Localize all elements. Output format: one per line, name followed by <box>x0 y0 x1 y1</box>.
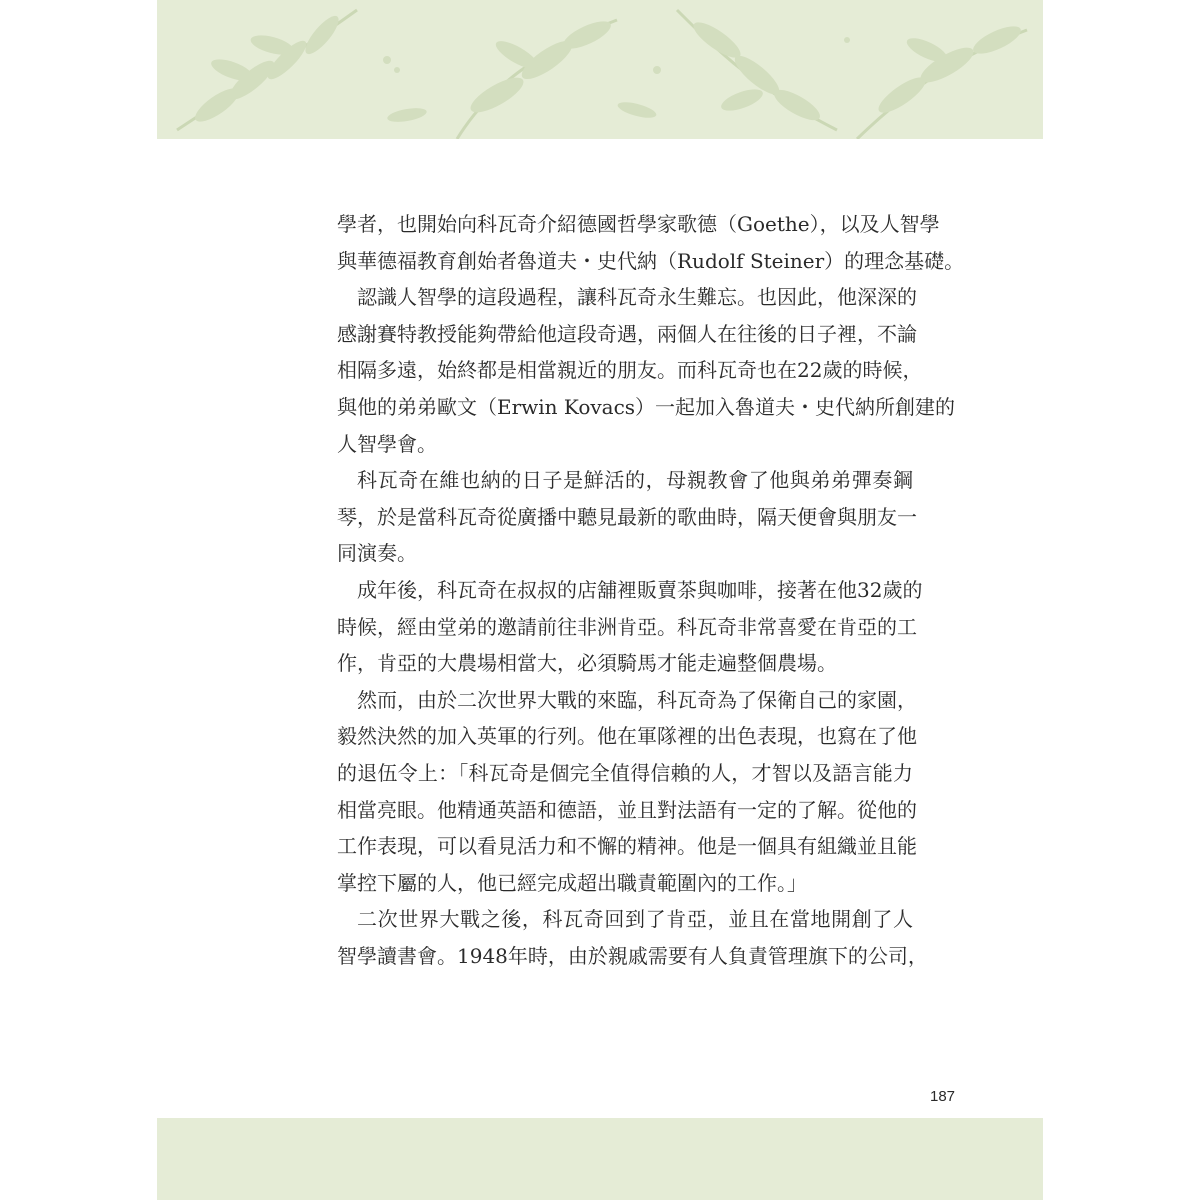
text-line: 認識人智學的這段過程，讓科瓦奇永生難忘。也因此，他深深的 <box>357 285 917 310</box>
text-line: 智學讀書會。1948年時，由於親戚需要有人負責管理旗下的公司， <box>337 943 928 968</box>
text-line: 工作表現，可以看見活力和不懈的精神。他是一個具有組織並且能 <box>337 834 917 859</box>
text-line: 學者，也開始向科瓦奇介紹德國哲學家歌德（Goethe），以及人智學 <box>337 212 940 236</box>
text-line: 與他的弟弟歐文（Erwin Kovacs）一起加入魯道夫・史代納所創建的 <box>337 394 956 419</box>
text-line: 感謝賽特教授能夠帶給他這段奇遇，兩個人在往後的日子裡，不論 <box>337 321 917 346</box>
text-line: 然而，由於二次世界大戰的來臨，科瓦奇為了保衛自己的家園， <box>357 687 917 712</box>
text-line: 相當亮眼。他精通英語和德語，並且對法語有一定的了解。從他的 <box>337 797 917 822</box>
header-leaf-banner <box>157 0 1043 139</box>
text-line: 同演奏。 <box>337 541 417 566</box>
leaf-pattern-icon <box>157 0 1043 139</box>
page-number: 187 <box>930 1088 956 1105</box>
body-text <box>337 206 965 974</box>
text-line: 毅然決然的加入英軍的行列。他在軍隊裡的出色表現，也寫在了他 <box>337 724 917 749</box>
text-line: 科瓦奇在維也納的日子是鮮活的，母親教會了他與弟弟彈奏鋼 <box>357 468 913 493</box>
text-line: 二次世界大戰之後，科瓦奇回到了肯亞，並且在當地開創了人 <box>357 907 913 932</box>
text-line: 掌控下屬的人，他已經完成超出職責範圍內的工作。」 <box>337 870 807 895</box>
text-line: 時候，經由堂弟的邀請前往非洲肯亞。科瓦奇非常喜愛在肯亞的工 <box>337 614 917 639</box>
text-line: 與華德福教育創始者魯道夫・史代納（Rudolf Steiner）的理念基礎。 <box>337 248 965 273</box>
text-line: 的退伍令上：「科瓦奇是個完全值得信賴的人，才智以及語言能力 <box>337 760 913 785</box>
text-line: 相隔多遠，始終都是相當親近的朋友。而科瓦奇也在22歲的時候， <box>337 358 923 383</box>
text-line: 人智學會。 <box>337 431 437 456</box>
footer-band <box>157 1118 1043 1200</box>
text-line: 作，肯亞的大農場相當大，必須騎馬才能走遍整個農場。 <box>337 651 837 676</box>
text-line: 琴，於是當科瓦奇從廣播中聽見最新的歌曲時，隔天便會與朋友一 <box>337 504 917 529</box>
text-line: 成年後，科瓦奇在叔叔的店舖裡販賣茶與咖啡，接著在他32歲的 <box>357 577 923 602</box>
